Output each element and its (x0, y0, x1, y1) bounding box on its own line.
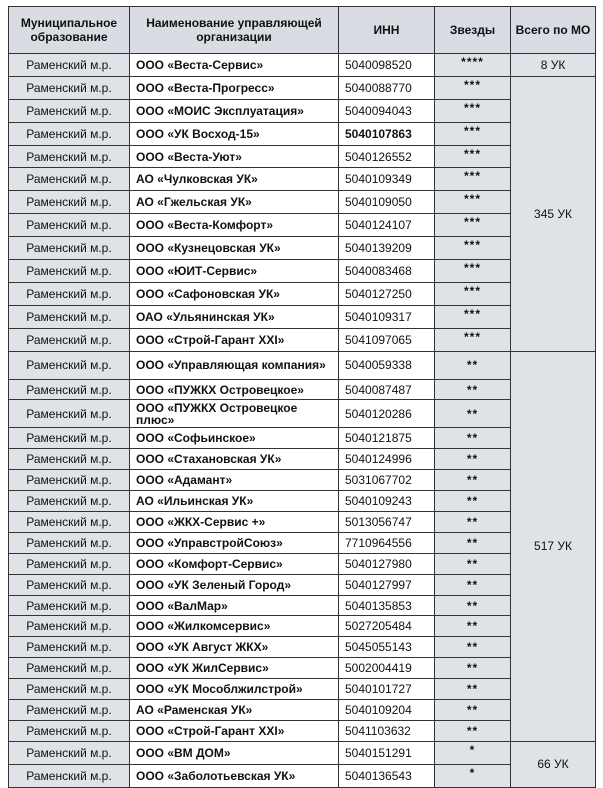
cell-mo: Раменский м.р. (9, 168, 130, 191)
cell-mo: Раменский м.р. (9, 237, 130, 260)
cell-inn: 5031067702 (339, 470, 435, 491)
cell-org: ООО «Адамант» (130, 470, 339, 491)
table-row (9, 700, 596, 721)
cell-mo: Раменский м.р. (9, 512, 130, 533)
header-stars: Звезды (435, 7, 511, 54)
cell-org: ООО «Сафоновская УК» (130, 282, 339, 305)
total-group-1: 8 УК (511, 54, 596, 77)
table-row (9, 616, 596, 637)
cell-inn: 5040121875 (339, 428, 435, 449)
table-row (9, 191, 596, 214)
cell-inn: 5027205484 (339, 616, 435, 637)
cell-inn: 5040109050 (339, 191, 435, 214)
cell-stars: ** (435, 512, 511, 533)
cell-inn: 7710964556 (339, 532, 435, 553)
cell-stars: *** (435, 99, 511, 122)
cell-org: ООО «УК Зеленый Город» (130, 574, 339, 595)
cell-inn: 5040151291 (339, 741, 435, 764)
table-row (9, 260, 596, 283)
cell-stars: *** (435, 237, 511, 260)
cell-inn: 5040109243 (339, 491, 435, 512)
cell-inn: 5040107863 (339, 122, 435, 145)
cell-inn: 5040098520 (339, 54, 435, 77)
cell-stars: ** (435, 470, 511, 491)
cell-mo: Раменский м.р. (9, 428, 130, 449)
cell-org: ООО «Управляющая компания» (130, 351, 339, 379)
cell-mo: Раменский м.р. (9, 616, 130, 637)
cell-inn: 5045055143 (339, 637, 435, 658)
cell-inn: 5040124107 (339, 214, 435, 237)
cell-mo: Раменский м.р. (9, 99, 130, 122)
management-companies-table (8, 6, 596, 788)
cell-org: ООО «УправстройСоюз» (130, 532, 339, 553)
table-row (9, 679, 596, 700)
cell-stars: ** (435, 700, 511, 721)
cell-stars: *** (435, 191, 511, 214)
cell-mo: Раменский м.р. (9, 679, 130, 700)
cell-stars: *** (435, 214, 511, 237)
cell-inn: 5040087487 (339, 379, 435, 400)
cell-inn: 5040135853 (339, 595, 435, 616)
cell-mo: Раменский м.р. (9, 658, 130, 679)
table-row (9, 658, 596, 679)
header-total: Всего по МО (511, 7, 596, 54)
cell-org: ООО «УК ЖилСервис» (130, 658, 339, 679)
cell-stars: *** (435, 328, 511, 351)
cell-mo: Раменский м.р. (9, 700, 130, 721)
cell-mo: Раменский м.р. (9, 145, 130, 168)
cell-stars: *** (435, 282, 511, 305)
cell-stars: *** (435, 305, 511, 328)
cell-mo: Раменский м.р. (9, 764, 130, 787)
cell-stars: ** (435, 720, 511, 741)
cell-inn: 5013056747 (339, 512, 435, 533)
cell-stars: ** (435, 595, 511, 616)
cell-org: ООО «Комфорт-Сервис» (130, 553, 339, 574)
cell-mo: Раменский м.р. (9, 637, 130, 658)
cell-inn: 5040088770 (339, 76, 435, 99)
cell-org: ОАО «Ульянинская УК» (130, 305, 339, 328)
cell-org: ООО «ВалМар» (130, 595, 339, 616)
cell-org: ООО «МОИС Эксплуатация» (130, 99, 339, 122)
table-row (9, 379, 596, 400)
cell-org: ООО «ВМ ДОМ» (130, 741, 339, 764)
cell-mo: Раменский м.р. (9, 260, 130, 283)
header-row (9, 7, 596, 54)
cell-mo: Раменский м.р. (9, 741, 130, 764)
table-row (9, 76, 596, 99)
table-row (9, 400, 596, 428)
table-row (9, 282, 596, 305)
header-inn: ИНН (339, 7, 435, 54)
table-row (9, 720, 596, 741)
table-row (9, 305, 596, 328)
cell-org: ООО «ЖКХ-Сервис +» (130, 512, 339, 533)
table-row (9, 351, 596, 379)
cell-org: ООО «ПУЖКХ Островецкое плюс» (130, 400, 339, 428)
cell-stars: ** (435, 658, 511, 679)
cell-mo: Раменский м.р. (9, 720, 130, 741)
cell-stars: ** (435, 351, 511, 379)
table-row (9, 99, 596, 122)
cell-org: ООО «Стахановская УК» (130, 449, 339, 470)
table-row (9, 237, 596, 260)
cell-mo: Раменский м.р. (9, 54, 130, 77)
header-org: Наименование управляющей организации (130, 7, 339, 54)
cell-mo: Раменский м.р. (9, 76, 130, 99)
cell-mo: Раменский м.р. (9, 214, 130, 237)
cell-org: ООО «Веста-Уют» (130, 145, 339, 168)
table-row (9, 574, 596, 595)
cell-inn: 5040127250 (339, 282, 435, 305)
cell-stars: *** (435, 260, 511, 283)
cell-inn: 5040139209 (339, 237, 435, 260)
cell-stars: ** (435, 449, 511, 470)
table-row (9, 328, 596, 351)
cell-org: ООО «ПУЖКХ Островецкое» (130, 379, 339, 400)
table-row (9, 491, 596, 512)
total-group-3: 517 УК (511, 351, 596, 741)
cell-mo: Раменский м.р. (9, 282, 130, 305)
cell-stars: ** (435, 574, 511, 595)
table-row (9, 470, 596, 491)
cell-org: АО «Чулковская УК» (130, 168, 339, 191)
cell-mo: Раменский м.р. (9, 379, 130, 400)
cell-org: ООО «УК Восход-15» (130, 122, 339, 145)
table-row (9, 637, 596, 658)
cell-stars: *** (435, 76, 511, 99)
cell-stars: * (435, 741, 511, 764)
cell-mo: Раменский м.р. (9, 449, 130, 470)
cell-org: ООО «Строй-Гарант XXI» (130, 720, 339, 741)
cell-mo: Раменский м.р. (9, 491, 130, 512)
cell-mo: Раменский м.р. (9, 328, 130, 351)
cell-org: ООО «Веста-Комфорт» (130, 214, 339, 237)
cell-org: ООО «УК Август ЖКХ» (130, 637, 339, 658)
cell-inn: 5040109317 (339, 305, 435, 328)
cell-inn: 5041103632 (339, 720, 435, 741)
table-row (9, 145, 596, 168)
cell-org: ООО «Веста-Сервис» (130, 54, 339, 77)
total-group-2: 345 УК (511, 76, 596, 351)
cell-org: ООО «Заболотьевская УК» (130, 764, 339, 787)
cell-inn: 5040127980 (339, 553, 435, 574)
cell-mo: Раменский м.р. (9, 305, 130, 328)
cell-stars: *** (435, 145, 511, 168)
cell-stars: ** (435, 553, 511, 574)
cell-mo: Раменский м.р. (9, 400, 130, 428)
cell-mo: Раменский м.р. (9, 470, 130, 491)
cell-org: АО «Ильинская УК» (130, 491, 339, 512)
table-row (9, 532, 596, 553)
cell-inn: 5041097065 (339, 328, 435, 351)
cell-inn: 5040127997 (339, 574, 435, 595)
table-row (9, 122, 596, 145)
cell-org: ООО «Строй-Гарант XXI» (130, 328, 339, 351)
table-row (9, 595, 596, 616)
table-row (9, 512, 596, 533)
cell-org: ООО «УК Мособлжилстрой» (130, 679, 339, 700)
cell-inn: 5040101727 (339, 679, 435, 700)
cell-mo: Раменский м.р. (9, 595, 130, 616)
cell-stars: ** (435, 428, 511, 449)
table-row (9, 54, 596, 77)
cell-stars: ** (435, 400, 511, 428)
cell-stars: * (435, 764, 511, 787)
cell-inn: 5040094043 (339, 99, 435, 122)
cell-stars: ** (435, 616, 511, 637)
header-mo: Муниципальное образование (9, 7, 130, 54)
cell-inn: 5040083468 (339, 260, 435, 283)
cell-stars: ** (435, 379, 511, 400)
cell-org: ООО «ЮИТ-Сервис» (130, 260, 339, 283)
table-row (9, 553, 596, 574)
cell-mo: Раменский м.р. (9, 191, 130, 214)
cell-stars: ** (435, 532, 511, 553)
cell-stars: **** (435, 54, 511, 77)
cell-org: ООО «Веста-Прогресс» (130, 76, 339, 99)
cell-mo: Раменский м.р. (9, 574, 130, 595)
cell-mo: Раменский м.р. (9, 122, 130, 145)
cell-inn: 5002004419 (339, 658, 435, 679)
total-group-4: 66 УК (511, 741, 596, 787)
cell-mo: Раменский м.р. (9, 351, 130, 379)
cell-org: ООО «Софьинское» (130, 428, 339, 449)
cell-stars: ** (435, 679, 511, 700)
table-row (9, 764, 596, 787)
cell-inn: 5040059338 (339, 351, 435, 379)
cell-org: АО «Гжельская УК» (130, 191, 339, 214)
cell-inn: 5040126552 (339, 145, 435, 168)
cell-inn: 5040109204 (339, 700, 435, 721)
cell-inn: 5040120286 (339, 400, 435, 428)
cell-stars: *** (435, 168, 511, 191)
table-row (9, 214, 596, 237)
cell-mo: Раменский м.р. (9, 532, 130, 553)
cell-mo: Раменский м.р. (9, 553, 130, 574)
cell-inn: 5040124996 (339, 449, 435, 470)
cell-org: АО «Раменская УК» (130, 700, 339, 721)
cell-stars: ** (435, 637, 511, 658)
cell-inn: 5040136543 (339, 764, 435, 787)
cell-stars: *** (435, 122, 511, 145)
cell-stars: ** (435, 491, 511, 512)
table-row (9, 741, 596, 764)
cell-org: ООО «Жилкомсервис» (130, 616, 339, 637)
table-row (9, 449, 596, 470)
cell-org: ООО «Кузнецовская УК» (130, 237, 339, 260)
cell-inn: 5040109349 (339, 168, 435, 191)
table-row (9, 428, 596, 449)
table-row (9, 168, 596, 191)
